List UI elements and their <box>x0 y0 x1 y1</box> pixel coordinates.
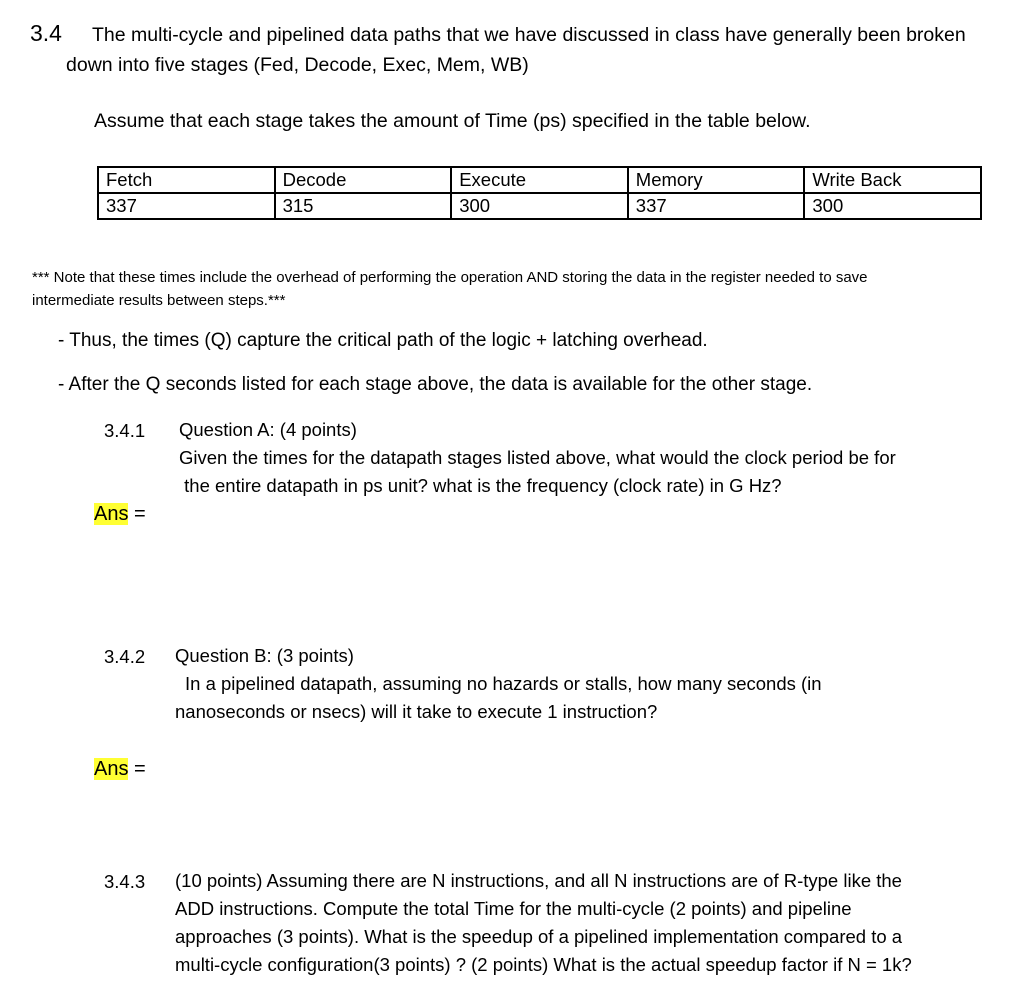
overhead-note <box>32 266 992 312</box>
question-line: the entire datapath in ps unit? what is the frequency (clock rate) in G Hz? <box>179 475 782 496</box>
question-line: nanoseconds or nsecs) will it take to execute 1 instruction? <box>175 701 658 722</box>
table-value-cell: 315 <box>275 193 452 219</box>
table-header-cell: Fetch <box>98 167 275 193</box>
answer-equals: = <box>128 758 146 780</box>
table-value-cell: 300 <box>451 193 628 219</box>
answer-label: Ans <box>94 503 129 525</box>
answer-equals: = <box>128 503 146 525</box>
stage-times-table <box>97 166 982 220</box>
question-line: approaches (3 points). What is the speedup of a pipelined implementation compared to a <box>175 926 903 947</box>
section-intro-line-2: down into five stages (Fed, Decode, Exec, Mem, WB) <box>66 54 529 76</box>
table-value-row <box>98 193 981 219</box>
question-a-text <box>179 416 979 500</box>
question-line: multi-cycle configuration(3 points) ? (2 points) What is the actual speedup factor if N = 1k? <box>175 954 912 975</box>
section-number: 3.4 <box>30 20 62 46</box>
answer-field[interactable] <box>94 758 146 781</box>
bullet-critical-path: - Thus, the times (Q) capture the critical path of the logic + latching overhead. <box>58 330 708 351</box>
question-b-text <box>175 642 975 726</box>
question-line: ADD instructions. Compute the total Time for the multi-cycle (2 points) and pipeline <box>175 898 852 919</box>
answer-label: Ans <box>94 758 129 780</box>
note-line-2: intermediate results between steps.*** <box>32 292 286 309</box>
table-header-cell: Decode <box>275 167 452 193</box>
question-number: 3.4.2 <box>104 646 146 667</box>
table-header-cell: Execute <box>451 167 628 193</box>
question-c-text <box>175 867 1005 979</box>
question-number: 3.4.1 <box>104 420 146 441</box>
answer-field[interactable] <box>94 503 146 526</box>
question-title: Question B: (3 points) <box>175 645 354 666</box>
question-line: (10 points) Assuming there are N instructions, and all N instructions are of R-type like the <box>175 870 902 891</box>
question-number: 3.4.3 <box>104 871 146 892</box>
note-line-1: *** Note that these times include the overhead of performing the operation AND storing the data in the register needed to save <box>32 269 868 286</box>
assume-text: Assume that each stage takes the amount of Time (ps) specified in the table below. <box>94 110 811 132</box>
bullet-data-available: - After the Q seconds listed for each stage above, the data is available for the other stage. <box>58 374 813 395</box>
table-value-cell: 337 <box>98 193 275 219</box>
table-value-cell: 337 <box>628 193 805 219</box>
section-intro-line-1: The multi-cycle and pipelined data paths that we have discussed in class have generally been broken <box>92 24 966 46</box>
table-header-cell: Memory <box>628 167 805 193</box>
question-line: In a pipelined datapath, assuming no hazards or stalls, how many seconds (in <box>185 673 822 694</box>
question-line: Given the times for the datapath stages listed above, what would the clock period be for <box>179 447 896 468</box>
table-value-cell: 300 <box>804 193 981 219</box>
question-title: Question A: (4 points) <box>179 419 357 440</box>
table-header-cell: Write Back <box>804 167 981 193</box>
table-header-row <box>98 167 981 193</box>
